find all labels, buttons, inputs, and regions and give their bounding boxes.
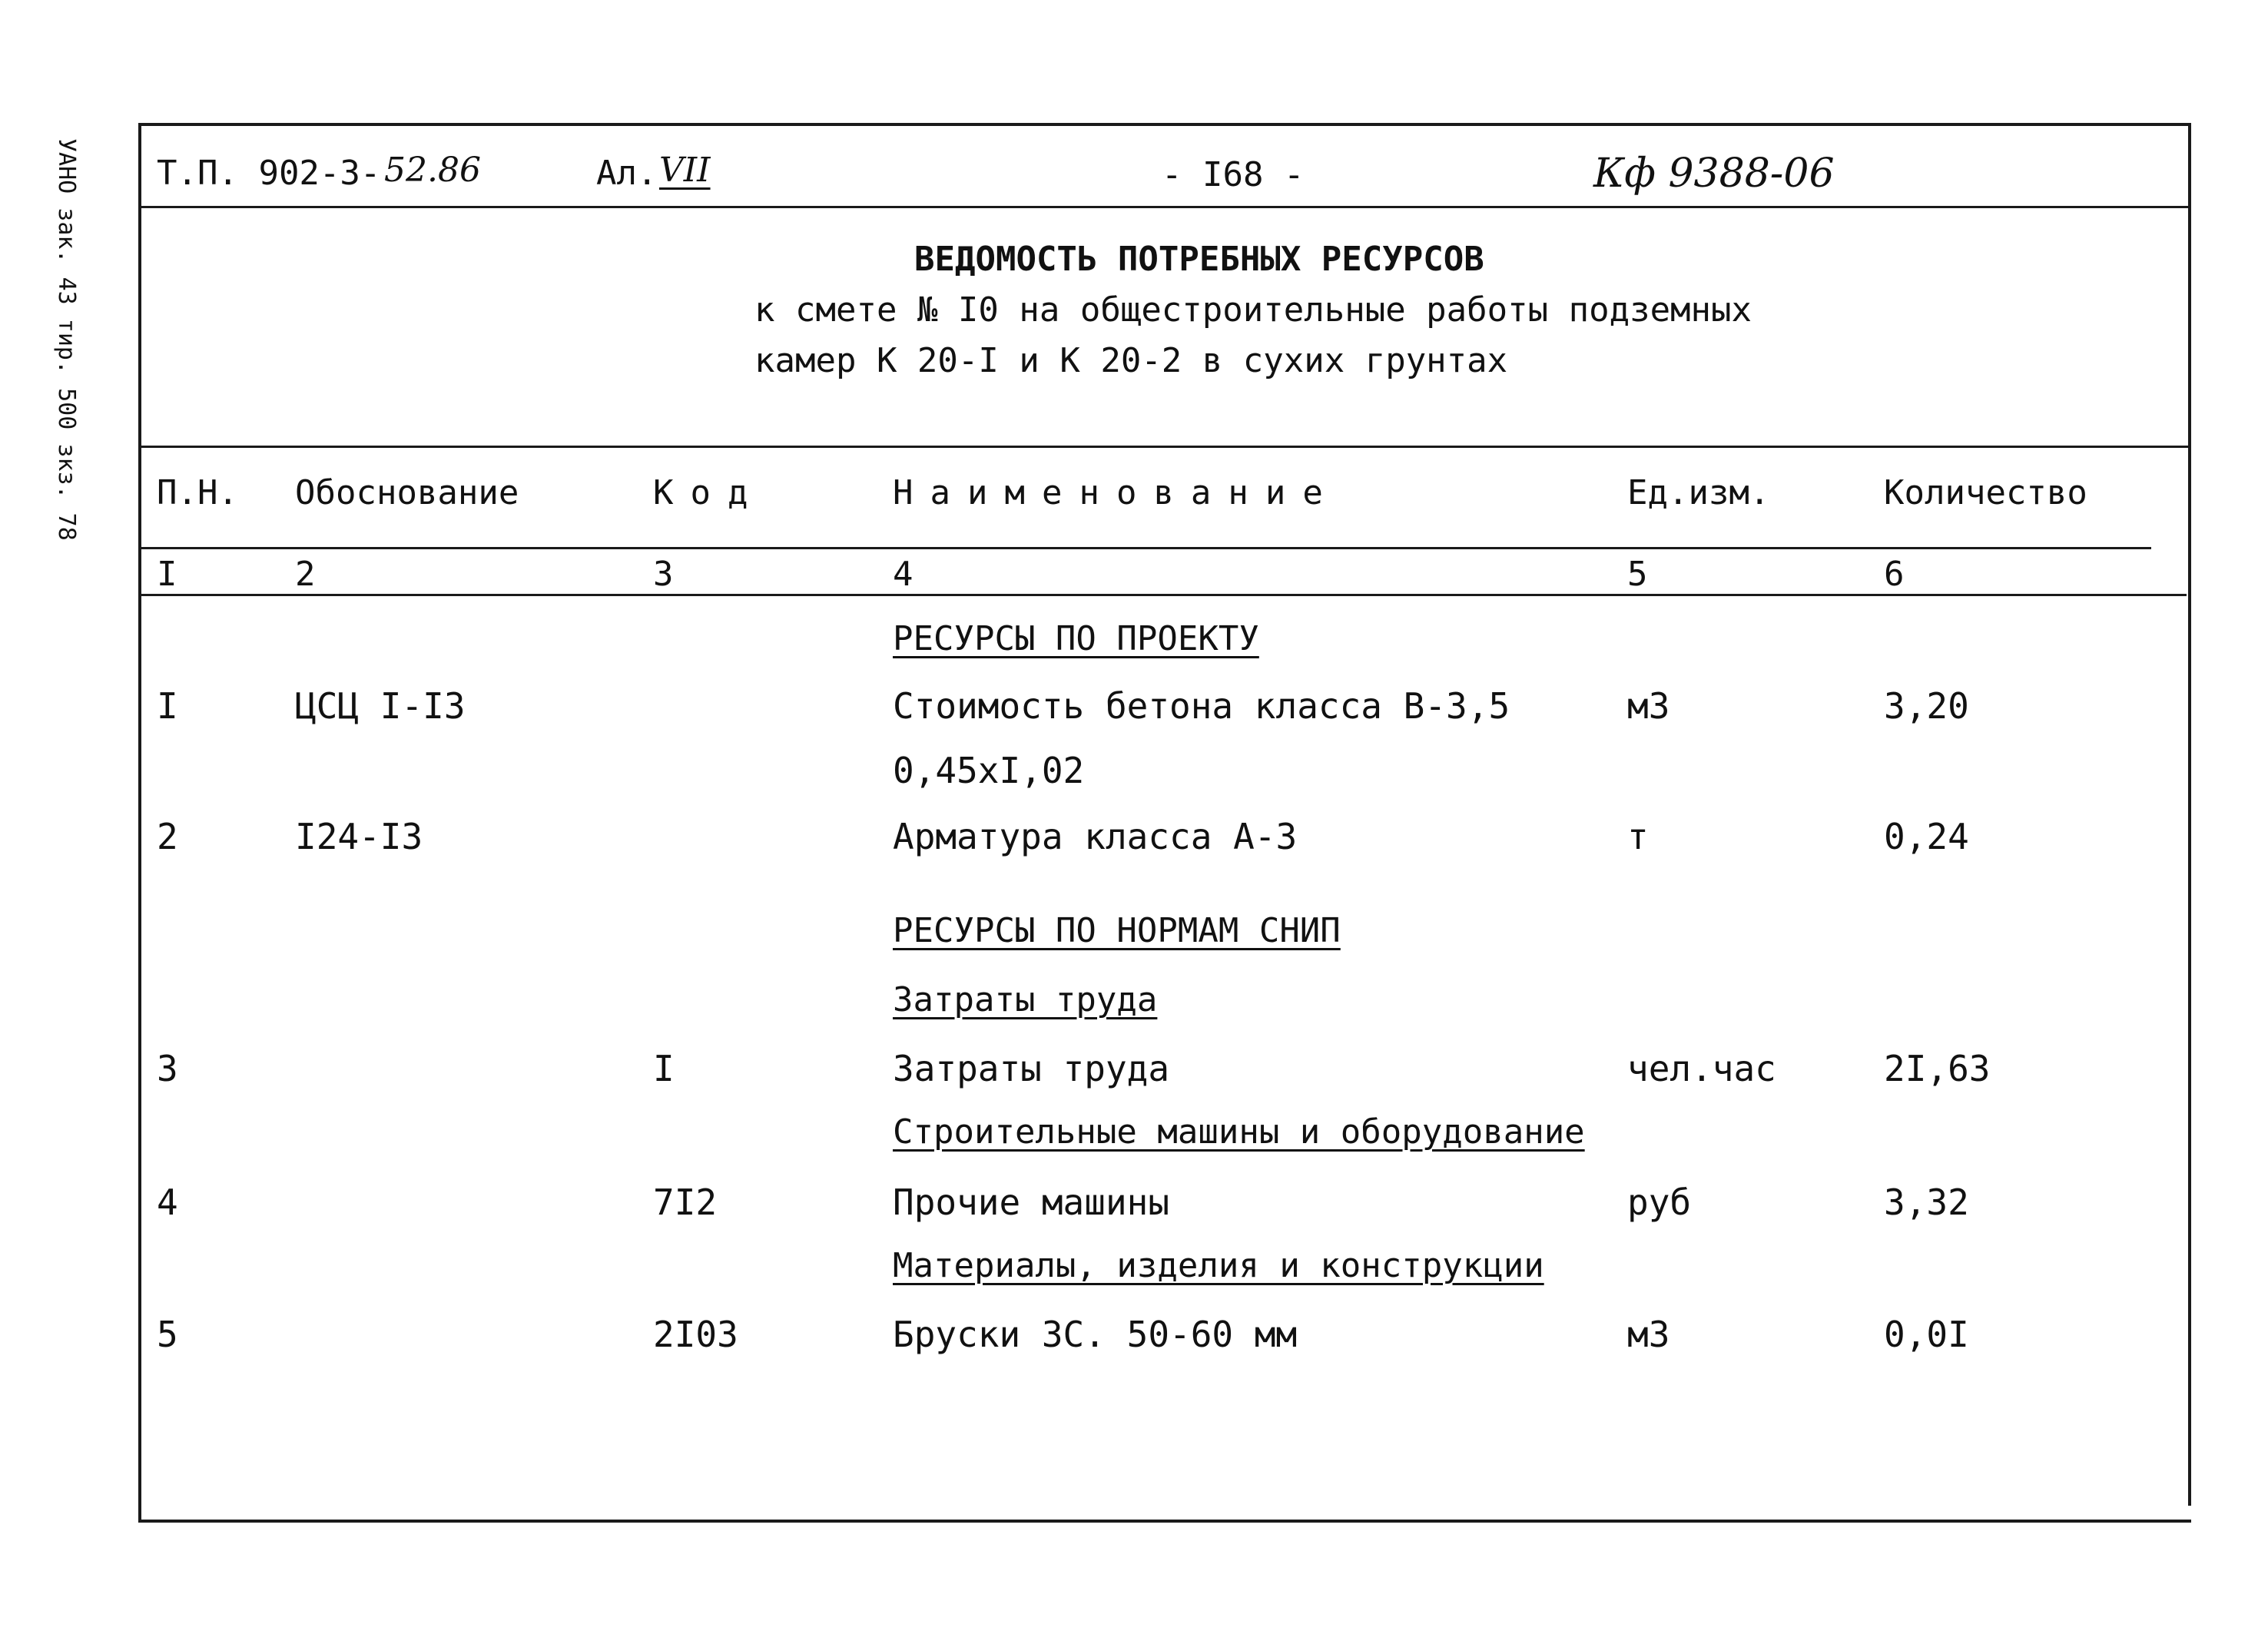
col-number-2: 2 <box>295 555 316 594</box>
row-pn: 3 <box>157 1048 178 1089</box>
title-line-3: камер К 20-I и К 20-2 в сухих грунтах <box>754 341 1508 380</box>
row-qty: 0,24 <box>1884 816 1969 857</box>
row-name: Затраты труда <box>893 1048 1170 1089</box>
row-pn: 2 <box>157 816 178 857</box>
row-name: Арматура класса А-3 <box>893 816 1298 857</box>
row-code: 2I03 <box>653 1314 738 1355</box>
col-number-6: 6 <box>1884 555 1905 594</box>
subsection-machines: Строительные машины и оборудование <box>893 1112 1585 1152</box>
side-print-note: УАНО зак. 43 тир. 500 зкз. 78 <box>53 138 80 541</box>
page-number: - I68 - <box>1162 155 1305 194</box>
section-norm-resources: РЕСУРСЫ ПО НОРМАМ СНИП <box>893 911 1341 950</box>
title-line-2: к смете № I0 на общестроительные работы подземных <box>754 290 1752 330</box>
section-project-resources: РЕСУРСЫ ПО ПРОЕКТУ <box>893 619 1259 658</box>
title-line-1: ВЕДОМОСТЬ ПОТРЕБНЫХ РЕСУРСОВ <box>914 240 1484 279</box>
row-name: Стоимость бетона класса В-3,5 <box>893 685 1510 727</box>
row-pn: I <box>157 685 178 727</box>
col-number-4: 4 <box>893 555 914 594</box>
row-unit: т <box>1627 816 1649 857</box>
album-label: Ал. <box>596 154 658 193</box>
subsection-labor: Затраты труда <box>893 980 1158 1019</box>
row-unit: чел.час <box>1627 1048 1776 1089</box>
album-number: VII <box>659 151 711 190</box>
row-qty: 3,32 <box>1884 1182 1969 1223</box>
col-number-5: 5 <box>1627 555 1648 594</box>
row-basis: I24-I3 <box>295 816 423 857</box>
row-name-detail: 0,45хI,02 <box>893 750 1085 791</box>
row-qty: 3,20 <box>1884 685 1969 727</box>
row-unit: руб <box>1627 1182 1692 1223</box>
row-code: I <box>653 1048 675 1089</box>
row-pn: 5 <box>157 1314 178 1355</box>
row-code: 7I2 <box>653 1182 718 1223</box>
col-header-unit: Ед.изм. <box>1627 473 1770 512</box>
row-name: Прочие машины <box>893 1182 1170 1223</box>
row-unit: м3 <box>1627 1314 1670 1355</box>
row-unit: м3 <box>1627 685 1670 727</box>
row-qty: 0,0I <box>1884 1314 1969 1355</box>
row-qty: 2I,63 <box>1884 1048 1991 1089</box>
tp-label: Т.П. 902-3- <box>157 154 381 193</box>
col-header-name: Наименование <box>893 473 1340 512</box>
col-number-1: I <box>157 555 177 594</box>
row-basis: ЦСЦ I-I3 <box>295 685 466 727</box>
col-number-3: 3 <box>653 555 674 594</box>
row-name: Бруски 3С. 50-60 мм <box>893 1314 1298 1355</box>
subsection-materials: Материалы, изделия и конструкции <box>893 1246 1544 1285</box>
tp-number: 52.86 <box>384 151 481 190</box>
col-header-code: Код <box>653 473 765 512</box>
document-code: Кф 9388-06 <box>1593 151 1835 197</box>
col-header-basis: Обоснование <box>295 473 519 512</box>
col-header-qty: Количество <box>1884 473 2087 512</box>
row-pn: 4 <box>157 1182 178 1223</box>
col-header-pn: П.Н. <box>157 473 238 512</box>
